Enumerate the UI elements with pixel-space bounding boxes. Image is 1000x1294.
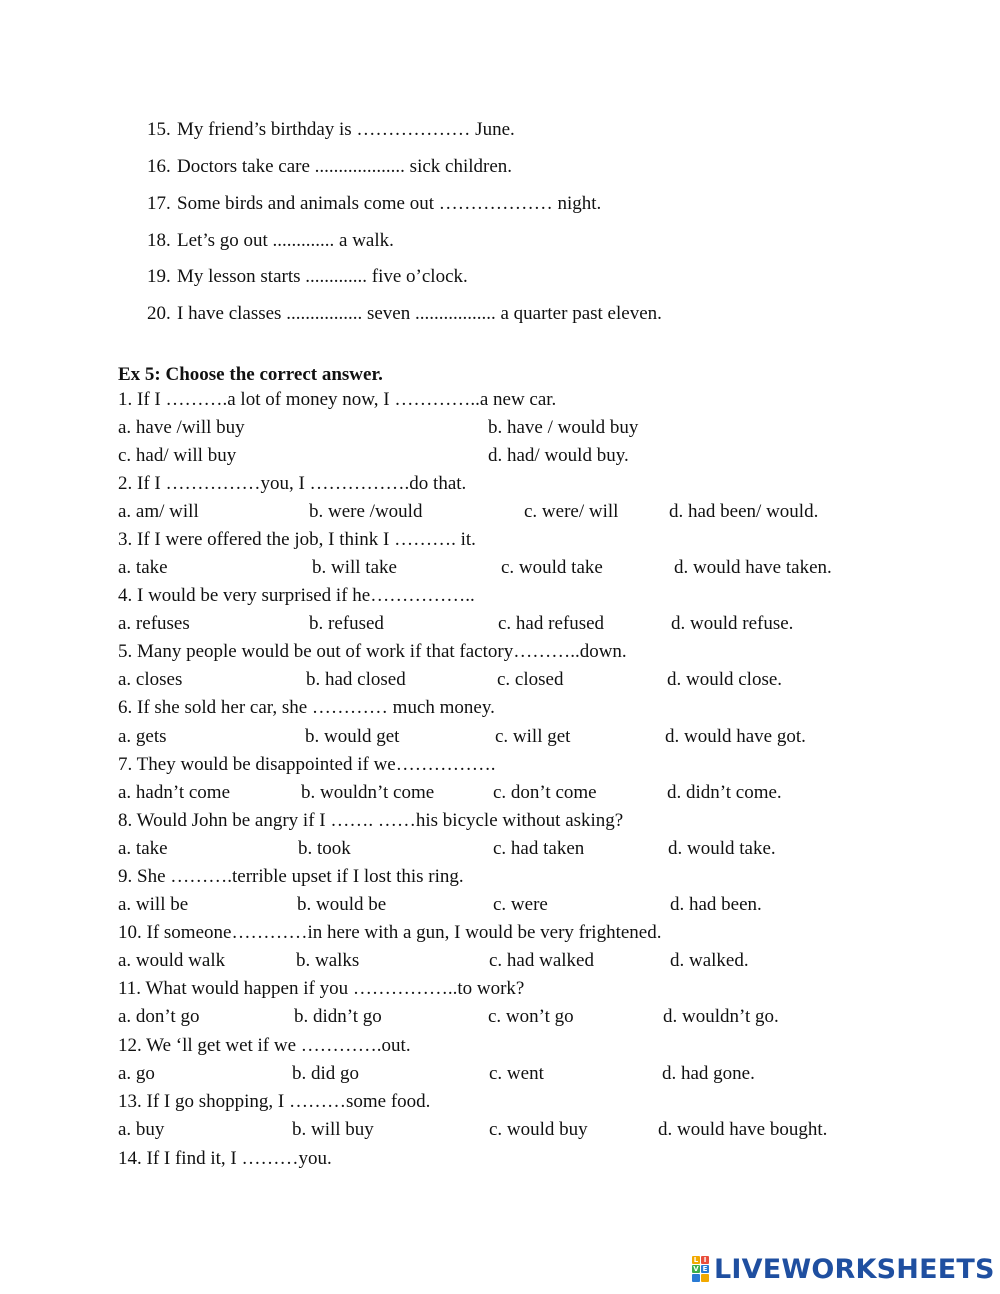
question-4: 4. I would be very surprised if he…………….. [118, 585, 475, 606]
option-1c[interactable]: c. had/ will buy [118, 445, 237, 466]
option-1a[interactable]: a. have /will buy [118, 417, 245, 438]
question-2: 2. If I ……………you, I …………….do that. [118, 473, 467, 494]
option-6c[interactable]: c. will get [495, 726, 571, 747]
option-7d[interactable]: d. didn’t come. [667, 782, 782, 803]
option-12c[interactable]: c. went [489, 1063, 544, 1084]
item-number: 18. [147, 230, 171, 251]
item-text: My lesson starts ............. five o’clock. [177, 266, 468, 287]
option-3d[interactable]: d. would have taken. [674, 557, 832, 578]
question-5: 5. Many people would be out of work if that factory………..down. [118, 641, 627, 662]
list-item [147, 118, 515, 142]
option-7a[interactable]: a. hadn’t come [118, 782, 231, 803]
option-13c[interactable]: c. would buy [489, 1119, 588, 1140]
option-10c[interactable]: c. had walked [489, 950, 594, 971]
option-11d[interactable]: d. wouldn’t go. [663, 1006, 779, 1027]
option-4a[interactable]: a. refuses [118, 613, 190, 634]
option-7b[interactable]: b. wouldn’t come [301, 782, 435, 803]
option-12a[interactable]: a. go [118, 1063, 155, 1084]
option-11c[interactable]: c. won’t go [488, 1006, 574, 1027]
option-13b[interactable]: b. will buy [292, 1119, 374, 1140]
option-2d[interactable]: d. had been/ would. [669, 501, 819, 522]
option-11b[interactable]: b. didn’t go [294, 1006, 382, 1027]
option-10d[interactable]: d. walked. [670, 950, 749, 971]
question-12: 12. We ‘ll get wet if we ………….out. [118, 1035, 411, 1056]
option-1b[interactable]: b. have / would buy [488, 417, 639, 438]
option-4c[interactable]: c. had refused [498, 613, 605, 634]
option-7c[interactable]: c. don’t come [493, 782, 597, 803]
question-14: 14. If I find it, I ………you. [118, 1148, 332, 1169]
option-9d[interactable]: d. had been. [670, 894, 762, 915]
logo-text: LIVEWORKSHEETS [714, 1253, 995, 1285]
option-8d[interactable]: d. would take. [668, 838, 776, 859]
question-13: 13. If I go shopping, I ………some food. [118, 1091, 431, 1112]
option-6d[interactable]: d. would have got. [665, 726, 806, 747]
item-number: 20. [147, 303, 171, 324]
question-7: 7. They would be disappointed if we……………. [118, 754, 496, 775]
item-text: Some birds and animals come out ……………… night. [177, 193, 602, 214]
option-8a[interactable]: a. take [118, 838, 168, 859]
option-4b[interactable]: b. refused [309, 613, 384, 634]
option-8c[interactable]: c. had taken [493, 838, 585, 859]
list-item [147, 192, 601, 216]
exercise-title: Ex 5: Choose the correct answer. [118, 364, 383, 385]
liveworksheets-logo-icon: L I V E [692, 1256, 710, 1282]
item-text: My friend’s birthday is ……………… June. [177, 119, 515, 140]
option-8b[interactable]: b. took [298, 838, 351, 859]
list-item [147, 155, 512, 179]
option-6b[interactable]: b. would get [305, 726, 400, 747]
question-1: 1. If I ……….a lot of money now, I …………..a new car. [118, 389, 557, 410]
option-13a[interactable]: a. buy [118, 1119, 165, 1140]
option-2c[interactable]: c. were/ will [524, 501, 619, 522]
option-10b[interactable]: b. walks [296, 950, 360, 971]
option-10a[interactable]: a. would walk [118, 950, 226, 971]
question-11: 11. What would happen if you ……………..to work? [118, 978, 525, 999]
option-6a[interactable]: a. gets [118, 726, 167, 747]
list-item [147, 302, 662, 326]
question-6: 6. If she sold her car, she ………… much money. [118, 697, 495, 718]
option-5a[interactable]: a. closes [118, 669, 183, 690]
option-1d[interactable]: d. had/ would buy. [488, 445, 629, 466]
option-9c[interactable]: c. were [493, 894, 548, 915]
option-3c[interactable]: c. would take [501, 557, 603, 578]
option-2b[interactable]: b. were /would [309, 501, 423, 522]
option-5d[interactable]: d. would close. [667, 669, 783, 690]
item-number: 17. [147, 193, 171, 214]
item-number: 16. [147, 156, 171, 177]
item-number: 19. [147, 266, 171, 287]
liveworksheets-logo[interactable] [692, 1252, 995, 1286]
option-5c[interactable]: c. closed [497, 669, 564, 690]
option-12d[interactable]: d. had gone. [662, 1063, 755, 1084]
question-8: 8. Would John be angry if I ……. ……his bicycle without asking? [118, 810, 624, 831]
option-13d[interactable]: d. would have bought. [658, 1119, 828, 1140]
item-number: 15. [147, 119, 171, 140]
question-3: 3. If I were offered the job, I think I ………. it. [118, 529, 476, 550]
option-3a[interactable]: a. take [118, 557, 168, 578]
item-text: Doctors take care ................... sick children. [177, 156, 513, 177]
option-9a[interactable]: a. will be [118, 894, 189, 915]
option-12b[interactable]: b. did go [292, 1063, 360, 1084]
option-11a[interactable]: a. don’t go [118, 1006, 200, 1027]
option-3b[interactable]: b. will take [312, 557, 397, 578]
item-text: Let’s go out ............. a walk. [177, 230, 394, 251]
option-5b[interactable]: b. had closed [306, 669, 406, 690]
question-9: 9. She ……….terrible upset if I lost this ring. [118, 866, 464, 887]
item-text: I have classes ................ seven ................. a quarter past eleven. [177, 303, 662, 324]
option-4d[interactable]: d. would refuse. [671, 613, 794, 634]
option-2a[interactable]: a. am/ will [118, 501, 199, 522]
option-9b[interactable]: b. would be [297, 894, 387, 915]
list-item [147, 265, 468, 289]
list-item [147, 229, 394, 253]
question-10: 10. If someone…………in here with a gun, I would be very frightened. [118, 922, 662, 943]
